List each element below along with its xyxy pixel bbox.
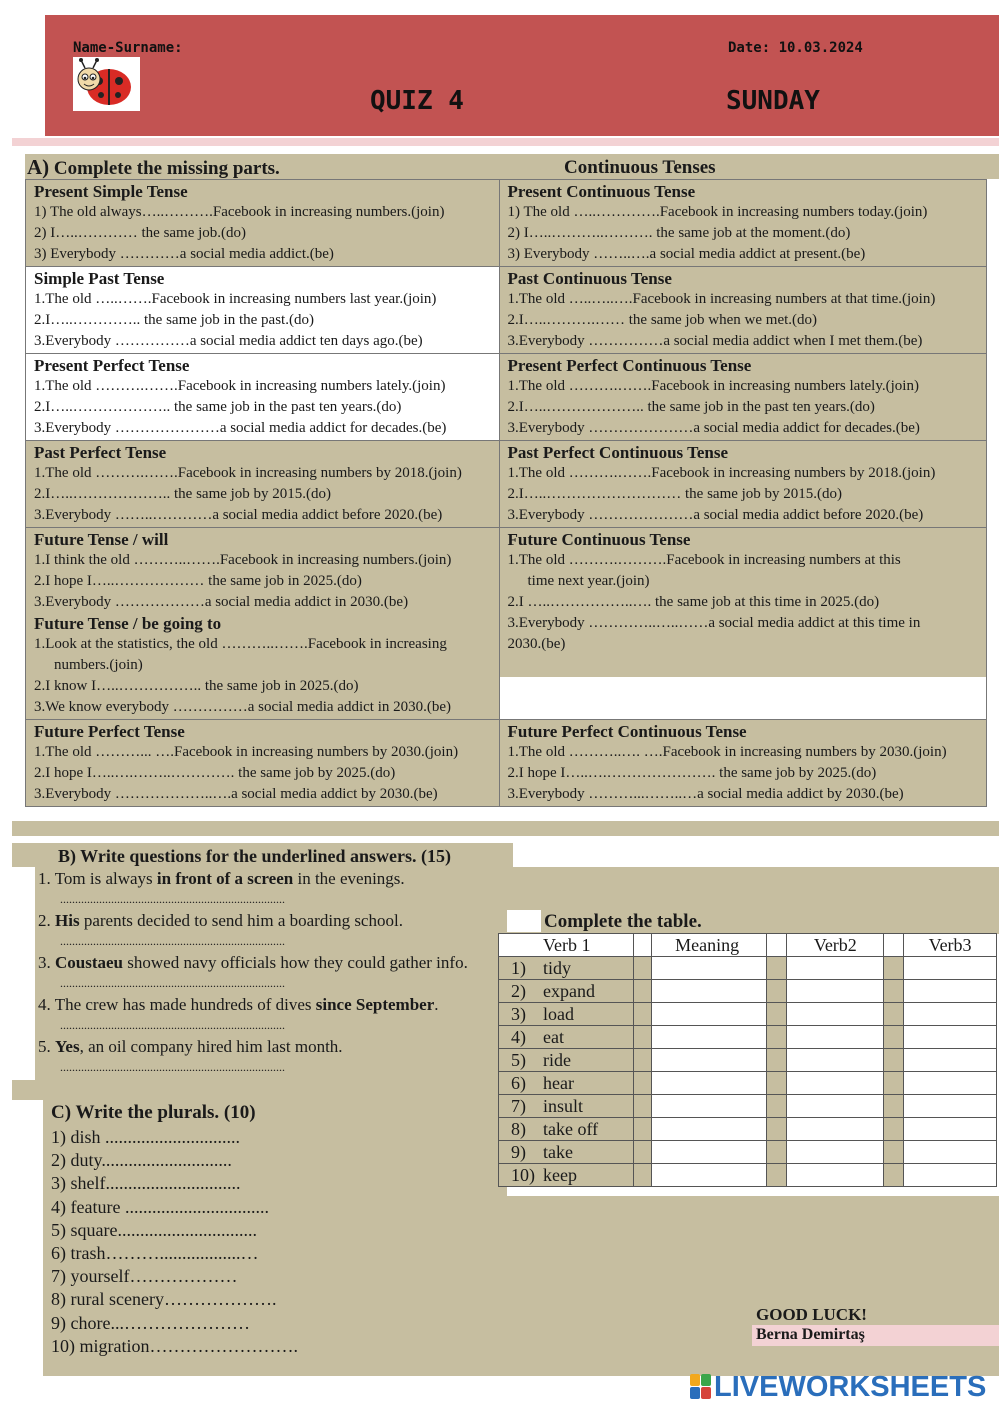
tense-row [26,180,987,267]
verb3-input[interactable] [904,1118,997,1141]
exercise-line[interactable]: 2.I know I…..…………….. the same job in 2025.(do) [34,678,359,694]
underlined-answer: His [55,911,80,930]
spacer-cell [884,1026,904,1049]
question-text: 1. Tom is always [38,869,157,888]
section-b-list [38,868,498,1078]
section-c-list [51,1126,491,1358]
exercise-line[interactable]: 3) Everybody …………a social media addict.(be) [34,246,334,262]
exercise-line[interactable]: 2.I hope I…..….…………………. the same job by 2025.(do) [507,765,877,781]
verb-number: 6) [511,1072,526,1093]
verb3-input[interactable] [904,1141,997,1164]
verb-word: eat [543,1026,564,1047]
tense-cell [26,720,500,807]
answer-line[interactable]: ........................................................................... [60,1060,285,1074]
verb2-input[interactable] [787,1003,884,1026]
verb1-cell [499,1072,634,1095]
exercise-line[interactable]: 3) Everybody ……..….a social media addict at present.(be) [507,246,866,262]
tense-cell [26,354,500,441]
exercise-line[interactable]: 2.I…..……………….. the same job in the past ten years.(do) [507,399,875,415]
tense-cell [26,528,500,720]
verb1-cell [499,1003,634,1026]
verb-word: expand [543,980,595,1001]
verb3-input[interactable] [904,1026,997,1049]
exercise-line[interactable]: 2.I hope I…..….……..…………. the same job by 2025.(do) [34,765,396,781]
verb-number: 9) [511,1141,526,1162]
spacer-cell [633,1118,651,1141]
name-label: Name-Surname: [73,40,183,56]
liveworksheets-logo-icon [690,1374,712,1400]
tense-title: Present Perfect Tense [34,356,190,375]
spacer-cell [884,1141,904,1164]
verb-number: 4) [511,1026,526,1047]
verb-number: 3) [511,1003,526,1024]
question-item [38,1036,498,1057]
tense-title: Simple Past Tense [34,269,165,288]
tense-title: Past Continuous Tense [507,269,672,288]
day-label: SUNDAY [726,86,820,116]
exercise-line[interactable]: 3.Everybody …………………a social media addict for decades.(be) [507,420,920,436]
plural-item[interactable]: 2) duty............................. [51,1150,232,1171]
question-item [38,994,498,1015]
verb-row [499,1164,997,1187]
spacer-cell [767,1164,787,1187]
spacer-cell [884,934,904,957]
question-item [38,868,498,889]
verb2-input[interactable] [787,1026,884,1049]
section-c-title: C) Write the plurals. (10) [51,1102,256,1123]
exercise-line[interactable]: 1) The old …..………….Facebook in increasing numbers today.(join) [507,204,928,220]
tense-row [26,528,987,720]
verb-row [499,1026,997,1049]
tense-cell [499,180,987,267]
question-text: . [434,995,439,1014]
tense-row [26,441,987,528]
underlined-answer: Coustaeu [55,953,124,972]
tense-title: Future Perfect Continuous Tense [507,722,747,741]
verb-number: 1) [511,957,526,978]
tense-title: Future Tense / be going to [34,614,222,633]
plural-item[interactable]: 5) square............................... [51,1219,257,1240]
spacer-cell [767,1141,787,1164]
spacer-cell [767,1118,787,1141]
verb-number: 10) [511,1164,535,1185]
verb-row [499,980,997,1003]
underlined-answer: in front of a screen [156,869,294,888]
liveworksheets-brand[interactable]: LIVEWORKSHEETS [714,1371,987,1403]
verb-row [499,1118,997,1141]
verb1-cell [499,1049,634,1072]
section-a-letter: A) [27,155,50,179]
answer-line[interactable]: ........................................................................... [60,976,285,990]
tense-cell [26,180,500,267]
question-item [38,952,498,973]
verb-word: insult [543,1095,584,1116]
section-a-instruction: Complete the missing parts. [53,158,280,179]
meaning-input[interactable] [651,980,767,1003]
exercise-line[interactable]: 2.I …..……………..…. the same job at this time in 2025.(do) [507,594,880,610]
spacer-cell [767,1095,787,1118]
tense-cell [499,720,987,807]
continuous-tenses-title: Continuous Tenses [564,157,716,178]
answer-line[interactable]: ........................................................................... [60,1018,285,1032]
verb1-cell [499,980,634,1003]
spacer-cell [633,1072,651,1095]
exercise-line[interactable]: 1.The old ……….…….Facebook in increasing numbers by 2018.(join) [507,465,936,481]
verb3-input[interactable] [904,980,997,1003]
exercise-line[interactable]: 2.I…..………….. the same job in the past.(do) [34,312,314,328]
tense-cell [499,267,987,354]
exercise-line-cont: numbers.(join) [54,657,143,673]
section-a-bottom-band [12,821,999,836]
plural-item[interactable]: 1) dish .............................. [51,1127,240,1147]
tense-row [26,720,987,807]
header-divider [12,138,999,146]
tense-cell [499,528,987,720]
tense-cell [499,354,987,441]
exercise-line[interactable]: 1.The old ………... ….Facebook in increasing numbers by 2030.(join) [34,744,459,760]
plural-item[interactable]: 3) shelf.............................. [51,1173,241,1194]
spacer-cell [767,980,787,1003]
spacer-cell [884,1049,904,1072]
tense-cell [499,441,987,528]
author-name: Berna Demirtaş [756,1326,865,1343]
question-text: 4. The crew has made hundreds of dives [38,995,316,1014]
verb-word: hear [543,1072,574,1093]
verb-word: take [543,1141,573,1162]
exercise-line[interactable]: 1.I think the old ………..…….Facebook in increasing numbers.(join) [34,552,452,568]
exercise-line[interactable]: 3.Everybody ………………..….a social media addict by 2030.(be) [34,786,438,802]
question-item [38,910,498,931]
spacer-cell [884,1003,904,1026]
exercise-line[interactable]: 3.Everybody …………..…..……a social media addict at this time in [507,615,921,631]
exercise-line[interactable]: 1.The old ……….…….Facebook in increasing numbers lately.(join) [34,378,446,394]
underlined-answer: since September [315,995,435,1014]
verb1-cell [499,957,634,980]
verb2-input[interactable] [787,957,884,980]
tense-cell [26,441,500,528]
exercise-line[interactable]: 3.Everybody ………...……..…a social media addict by 2030.(be) [507,786,904,802]
verb-number: 5) [511,1049,526,1070]
meaning-input[interactable] [651,957,767,980]
exercise-line[interactable]: 2) I…..………..………. the same job at the moment.(do) [507,225,851,241]
verb3-header: Verb3 [904,934,997,957]
verb-word: take off [543,1118,599,1139]
verb-table [498,933,997,1187]
verb2-input[interactable] [787,1118,884,1141]
plural-item[interactable]: 6) trash………..................… [51,1243,259,1264]
verb3-input[interactable] [904,957,997,980]
exercise-line[interactable]: 2.I…..……….…… the same job when we met.(do) [507,312,818,328]
verb1-cell [499,1164,634,1187]
verb3-input[interactable] [904,1164,997,1187]
tense-title: Future Tense / will [34,530,169,549]
verb2-header: Verb2 [787,934,884,957]
exercise-line-cont: 2030.(be) [507,636,566,652]
spacer-cell [884,1095,904,1118]
section-b-title: B) Write questions for the underlined answers. (15) [58,846,452,866]
spacer-cell [767,1003,787,1026]
tense-table [25,179,987,807]
question-text: 3. [38,953,55,972]
verb1-cell [499,1026,634,1049]
verb2-input[interactable] [787,1072,884,1095]
spacer-cell [767,957,787,980]
verb-word: ride [543,1049,571,1070]
verb-row [499,957,997,980]
exercise-line[interactable]: 1.The old ……….……….Facebook in increasing numbers at this [507,552,901,568]
spacer-cell [767,1049,787,1072]
tense-title: Past Perfect Tense [34,443,167,462]
verb3-input[interactable] [904,1072,997,1095]
verb-row [499,1095,997,1118]
spacer-cell [767,1026,787,1049]
verb-word: keep [543,1164,577,1185]
exercise-line[interactable]: 2.I…..……………….. the same job in the past ten years.(do) [34,399,402,415]
question-text: 2. [38,911,55,930]
exercise-line[interactable]: 1.The old …..…….Facebook in increasing numbers last year.(join) [34,291,437,307]
exercise-line[interactable]: 2) I…..………… the same job.(do) [34,225,247,241]
exercise-line[interactable]: 3.Everybody ……………a social media addict ten days ago.(be) [34,333,423,349]
spacer-cell [633,1026,651,1049]
spacer-cell [884,980,904,1003]
verb-row [499,1072,997,1095]
tense-title: Present Perfect Continuous Tense [507,356,752,375]
verb-number: 7) [511,1095,526,1116]
spacer-cell [633,1164,651,1187]
spacer-cell [884,1118,904,1141]
tense-title: Present Continuous Tense [507,182,696,201]
verb-table-corner [507,910,541,932]
tense-title: Past Perfect Continuous Tense [507,443,729,462]
verb-row [499,1003,997,1026]
verb3-input[interactable] [904,1003,997,1026]
meaning-input[interactable] [651,1118,767,1141]
question-text: 5. [38,1037,55,1056]
spacer-cell [633,1141,651,1164]
question-text: in the evenings. [293,869,405,888]
exercise-line[interactable]: 3.Everybody …………………a social media addict for decades.(be) [34,420,447,436]
answer-line[interactable]: ........................................................................... [60,934,285,948]
verb1-cell [499,1095,634,1118]
exercise-line[interactable]: 3.Everybody ……………a social media addict when I met them.(be) [507,333,923,349]
spacer-cell [633,980,651,1003]
tense-row [26,354,987,441]
exercise-line[interactable]: 2.I…..……………….. the same job by 2015.(do) [34,486,332,502]
verb-row [499,1141,997,1164]
verb1-cell [499,1118,634,1141]
verb1-cell [499,1141,634,1164]
exercise-line[interactable]: 1.The old ……….…….Facebook in increasing numbers lately.(join) [507,378,919,394]
spacer-cell [884,957,904,980]
tense-title: Future Perfect Tense [34,722,185,741]
tense-title: Future Continuous Tense [507,530,691,549]
exercise-line[interactable]: 3.We know everybody ……………a social media addict in 2030.(be) [34,699,452,715]
spacer-cell [767,934,787,957]
spacer-cell [767,1072,787,1095]
meaning-input[interactable] [651,1049,767,1072]
verb3-input[interactable] [904,1049,997,1072]
meaning-input[interactable] [651,1003,767,1026]
ladybug-icon [73,57,140,111]
exercise-line[interactable]: 1.The old ……….…….Facebook in increasing numbers by 2018.(join) [34,465,462,481]
plural-item[interactable]: 8) rural scenery………………. [51,1289,277,1310]
answer-line[interactable]: ........................................................................... [60,892,285,906]
meaning-input[interactable] [651,1141,767,1164]
verb2-input[interactable] [787,1095,884,1118]
meaning-input[interactable] [651,1072,767,1095]
verb-word: load [543,1003,574,1024]
exercise-line-cont: time next year.(join) [527,573,650,589]
tense-row [26,267,987,354]
exercise-line[interactable]: 3.Everybody ……..…………a social media addict before 2020.(be) [34,507,443,523]
spacer-cell [884,1072,904,1095]
verb-table-bottom-band [498,1196,999,1376]
question-text: parents decided to send him a boarding school. [79,911,403,930]
exercise-line[interactable]: 1.The old …..…..….Facebook in increasing numbers at that time.(join) [507,291,936,307]
meaning-header: Meaning [651,934,767,957]
exercise-line[interactable]: 2.I hope I…..……………… the same job in 2025.(do) [34,573,362,589]
spacer-cell [633,1003,651,1026]
plural-item[interactable]: 10) migration……………………. [51,1335,298,1356]
section-a-title [27,155,280,180]
tense-title: Present Simple Tense [34,182,188,201]
good-luck-text: GOOD LUCK! [756,1305,867,1324]
verb-table-title: Complete the table. [544,911,702,932]
verb3-input[interactable] [904,1095,997,1118]
tense-cell [26,267,500,354]
plural-item[interactable]: 7) yourself……………… [51,1266,238,1287]
spacer-cell [633,957,651,980]
verb2-input[interactable] [787,980,884,1003]
meaning-input[interactable] [651,1164,767,1187]
verb2-input[interactable] [787,1141,884,1164]
plural-item[interactable]: 9) chore...………………… [51,1312,250,1333]
spacer-cell [884,1164,904,1187]
date-label: Date: 10.03.2024 [728,40,863,56]
exercise-line[interactable]: 1) The old always…..……….Facebook in increasing numbers.(join) [34,204,445,220]
question-text: , an oil company hired him last month. [79,1037,343,1056]
quiz-title: QUIZ 4 [370,86,464,116]
spacer-cell [633,1049,651,1072]
verb2-input[interactable] [787,1164,884,1187]
exercise-line[interactable]: 3.Everybody …………………a social media addict before 2020.(be) [507,507,924,523]
meaning-input[interactable] [651,1095,767,1118]
verb2-input[interactable] [787,1049,884,1072]
verb1-header: Verb 1 [499,934,634,957]
exercise-line[interactable]: 1.Look at the statistics, the old ………..…….Facebook in increasing [34,636,447,652]
verb-word: tidy [543,957,572,978]
underlined-answer: Yes [55,1037,80,1056]
spacer-cell [633,1095,651,1118]
exercise-line[interactable]: 3.Everybody ………………a social media addict in 2030.(be) [34,594,409,610]
exercise-line[interactable]: 1.The old ………..…. ….Facebook in increasing numbers by 2030.(join) [507,744,947,760]
plural-item[interactable]: 4) feature ................................ [51,1196,269,1217]
verb-row [499,1049,997,1072]
header-banner [45,15,999,136]
verb-header-row [499,934,997,957]
spacer-cell [633,934,651,957]
meaning-input[interactable] [651,1026,767,1049]
verb-number: 8) [511,1118,526,1139]
question-text: showed navy officials how they could gather info. [123,953,468,972]
section-c-band-top [12,1080,498,1100]
verb-number: 2) [511,980,526,1001]
exercise-line[interactable]: 2.I…..……………………… the same job by 2015.(do) [507,486,843,502]
